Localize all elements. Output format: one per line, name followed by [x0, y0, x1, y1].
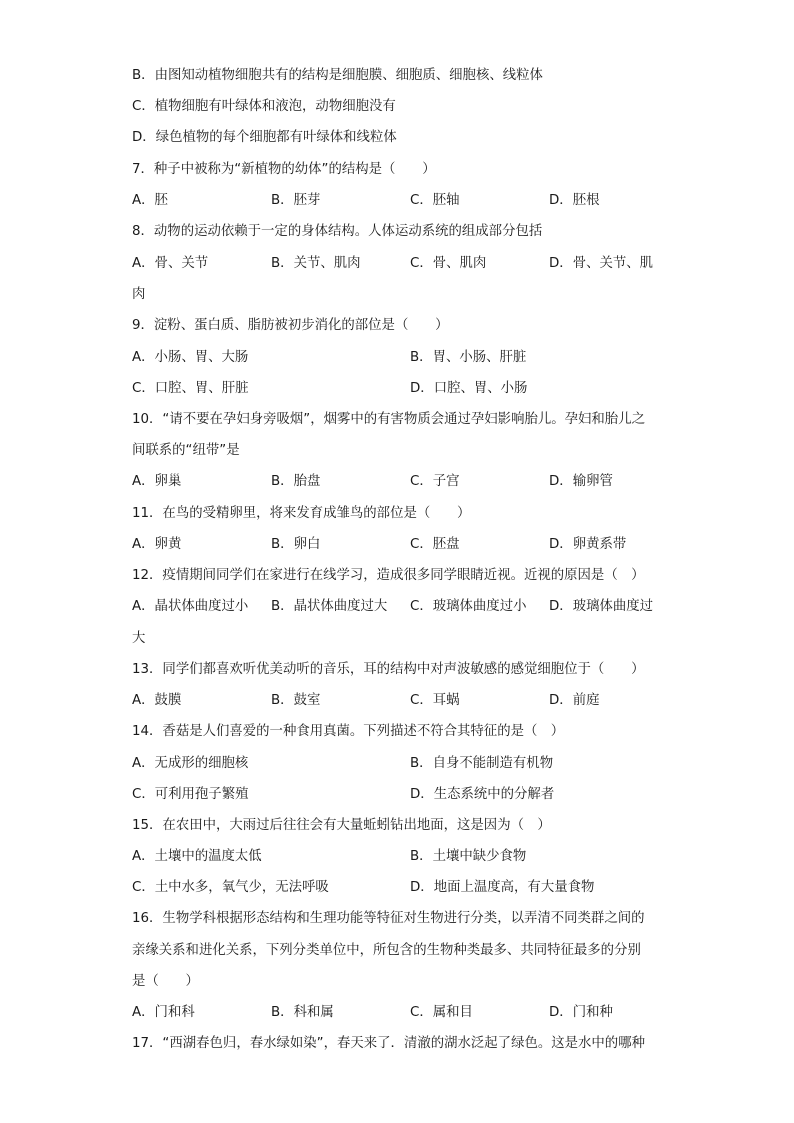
q7-option-b: B．胚芽 [271, 193, 321, 208]
q15-option-d: D．地面上温度高，有大量食物 [410, 880, 595, 895]
q11-stem: 11．在鸟的受精卵里，将来发育成雏鸟的部位是（ ） [132, 506, 471, 521]
q8-option-c: C．骨、肌肉 [410, 256, 487, 271]
q16-option-c: C．属和目 [410, 1005, 473, 1020]
q14-option-d: D．生态系统中的分解者 [410, 787, 555, 802]
q6-option-d: D．绿色植物的每个细胞都有叶绿体和线粒体 [132, 130, 397, 145]
q13-option-c: C．耳蜗 [410, 693, 460, 708]
q10-option-b: B．胎盘 [271, 474, 321, 489]
q15-option-c: C．土中水多，氧气少，无法呼吸 [132, 880, 329, 895]
q9-option-a: A．小肠、胃、大肠 [132, 350, 249, 365]
q15-stem: 15．在农田中，大雨过后往往会有大量蚯蚓钻出地面，这是因为（ ） [132, 818, 551, 833]
q16-stem-line1: 16．生物学科根据形态结构和生理功能等特征对生物进行分类，以弄清不同类群之间的 [132, 911, 645, 926]
q13-option-a: A．鼓膜 [132, 693, 182, 708]
q6-option-c: C．植物细胞有叶绿体和液泡，动物细胞没有 [132, 99, 396, 114]
q9-option-c: C．口腔、胃、肝脏 [132, 381, 249, 396]
q10-option-c: C．子宫 [410, 474, 460, 489]
q12-stem: 12．疫情期间同学们在家进行在线学习，造成很多同学眼睛近视。近视的原因是（ ） [132, 568, 645, 583]
q13-stem: 13．同学们都喜欢听优美动听的音乐，耳的结构中对声波敏感的感觉细胞位于（ ） [132, 662, 645, 677]
q7-option-d: D．胚根 [549, 193, 600, 208]
q8-stem: 8．动物的运动依赖于一定的身体结构。人体运动系统的组成部分包括 [132, 224, 543, 239]
q16-option-a: A．门和科 [132, 1005, 195, 1020]
q9-stem: 9．淀粉、蛋白质、脂肪被初步消化的部位是（ ） [132, 318, 449, 333]
q11-option-d: D．卵黄系带 [549, 537, 627, 552]
q16-option-d: D．门和种 [549, 1005, 613, 1020]
q14-stem: 14．香菇是人们喜爱的一种食用真菌。下列描述不符合其特征的是（ ） [132, 724, 565, 739]
q12-option-d-wrap: 大 [132, 631, 146, 646]
q12-option-b: B．晶状体曲度过大 [271, 599, 388, 614]
q7-option-c: C．胚轴 [410, 193, 460, 208]
q7-stem: 7．种子中被称为“新植物的幼体”的结构是（ ） [132, 162, 436, 177]
q10-option-d: D．输卵管 [549, 474, 613, 489]
q12-option-d: D．玻璃体曲度过 [549, 599, 654, 614]
q17-stem: 17．“西湖春色归，春水绿如染”，春天来了．清澈的湖水泛起了绿色。这是水中的哪种 [132, 1036, 645, 1051]
q8-option-d-wrap: 肉 [132, 287, 146, 302]
q10-stem-line2: 间联系的“纽带”是 [132, 443, 240, 458]
q13-option-b: B．鼓室 [271, 693, 321, 708]
q8-option-a: A．骨、关节 [132, 256, 209, 271]
q9-option-d: D．口腔、胃、小肠 [410, 381, 528, 396]
q11-option-a: A．卵黄 [132, 537, 182, 552]
q11-option-b: B．卵白 [271, 537, 321, 552]
q14-option-a: A．无成形的细胞核 [132, 756, 249, 771]
q16-option-b: B．科和属 [271, 1005, 334, 1020]
q11-option-c: C．胚盘 [410, 537, 460, 552]
q14-option-b: B．自身不能制造有机物 [410, 756, 554, 771]
q12-option-a: A．晶状体曲度过小 [132, 599, 249, 614]
q9-option-b: B．胃、小肠、肝脏 [410, 350, 527, 365]
q12-option-c: C．玻璃体曲度过小 [410, 599, 527, 614]
q6-option-b: B．由图知动植物细胞共有的结构是细胞膜、细胞质、细胞核、线粒体 [132, 68, 543, 83]
q14-option-c: C．可利用孢子繁殖 [132, 787, 249, 802]
q16-stem-line3: 是（ ） [132, 974, 199, 989]
q13-option-d: D．前庭 [549, 693, 600, 708]
q10-option-a: A．卵巢 [132, 474, 182, 489]
q8-option-d: D．骨、关节、肌 [549, 256, 654, 271]
q7-option-a: A．胚 [132, 193, 168, 208]
q10-stem-line1: 10．“请不要在孕妇身旁吸烟”，烟雾中的有害物质会通过孕妇影响胎儿。孕妇和胎儿之 [132, 412, 645, 427]
q15-option-b: B．土壤中缺少食物 [410, 849, 527, 864]
q8-option-b: B．关节、肌肉 [271, 256, 361, 271]
q15-option-a: A．土壤中的温度太低 [132, 849, 262, 864]
q16-stem-line2: 亲缘关系和进化关系，下列分类单位中，所包含的生物种类最多、共同特征最多的分别 [132, 943, 641, 958]
